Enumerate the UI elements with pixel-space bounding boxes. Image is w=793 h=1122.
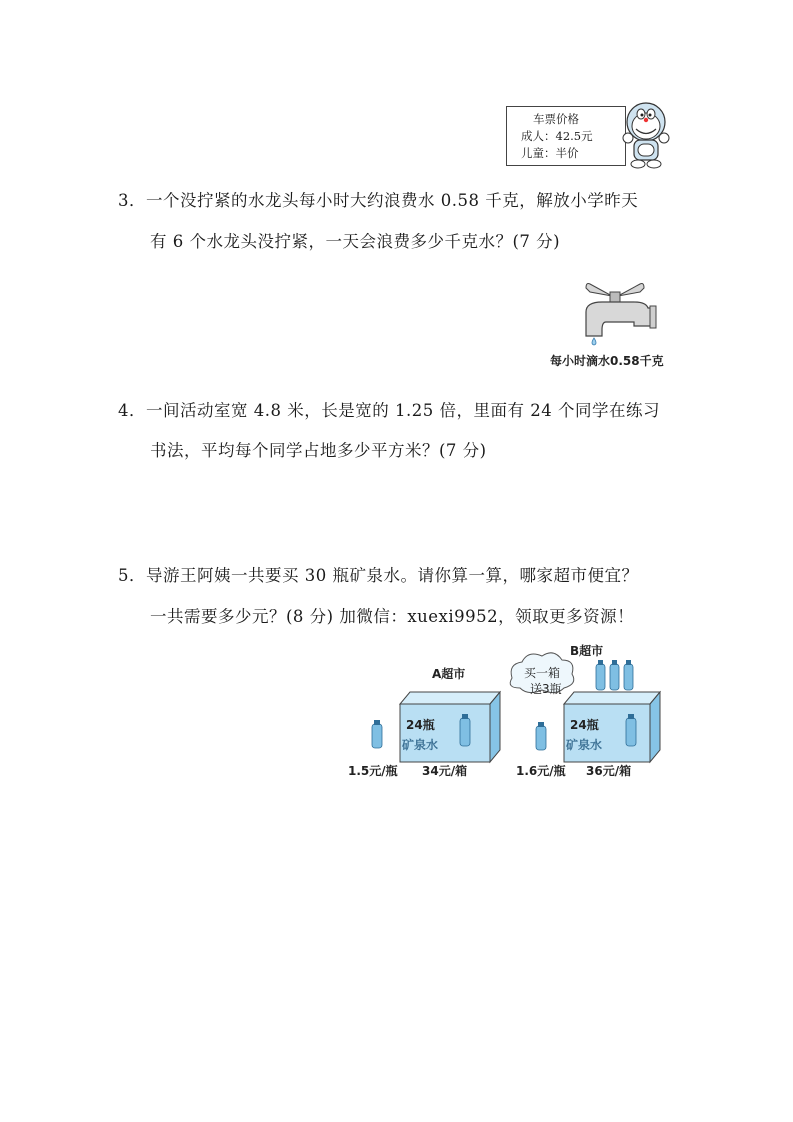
store-b-box-label: 矿泉水	[566, 738, 603, 752]
store-b-box-count: 24瓶	[570, 718, 599, 732]
store-b-bottle-price: 1.6元/瓶	[516, 764, 566, 778]
ticket-adult-price: 成人：42.5元	[521, 129, 593, 143]
cartoon-robot-cat-icon	[618, 100, 674, 170]
faucet-caption: 每小时滴水0.58千克	[550, 354, 664, 368]
store-b-name: B超市	[570, 644, 604, 658]
store-a-box-label: 矿泉水	[402, 738, 439, 752]
store-b-box-price: 36元/箱	[586, 764, 632, 778]
store-a-name: A超市	[432, 667, 466, 681]
ticket-child-price: 儿童：半价	[521, 146, 579, 160]
supermarket-illustration	[340, 640, 670, 780]
question-3-line-1: 3．一个没拧紧的水龙头每小时大约浪费水 0.58 千克，解放小学昨天	[118, 191, 639, 210]
question-5-line-1: 5．导游王阿姨一共要买 30 瓶矿泉水。请你算一算，哪家超市便宜？	[118, 566, 639, 585]
store-b-promo-line-1: 买一箱	[524, 666, 561, 680]
question-3-line-2: 有 6 个水龙头没拧紧，一天会浪费多少千克水？(7 分)	[150, 232, 561, 251]
question-5-line-2: 一共需要多少元？(8 分) 加微信：xuexi9952，领取更多资源！	[150, 607, 635, 626]
store-a-bottle-price: 1.5元/瓶	[348, 764, 398, 778]
water-faucet-icon	[572, 274, 662, 346]
store-a-box-price: 34元/箱	[422, 764, 468, 778]
bottle-icon	[372, 720, 382, 748]
question-4-line-1: 4．一间活动室宽 4.8 米，长是宽的 1.25 倍，里面有 24 个同学在练习	[118, 401, 660, 420]
boxes-and-bottles-drawing	[340, 640, 670, 780]
store-a-box-count: 24瓶	[406, 718, 435, 732]
ticket-title: 车票价格	[533, 112, 579, 126]
ticket-price-box	[506, 106, 626, 166]
store-b-promo-line-2: 送3瓶	[530, 682, 562, 696]
question-4-line-2: 书法，平均每个同学占地多少平方米？(7 分)	[150, 441, 487, 460]
